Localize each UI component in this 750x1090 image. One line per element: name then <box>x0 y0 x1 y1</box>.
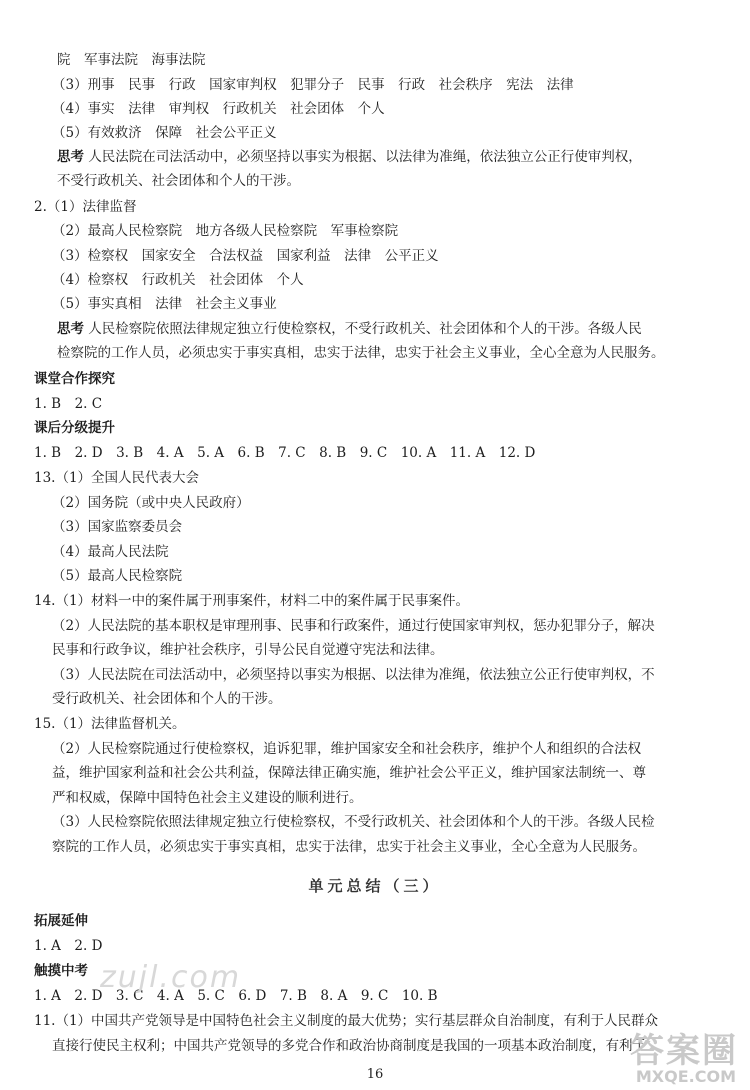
think-label: 思考 <box>57 149 84 165</box>
answer-line: 1. B 2. D 3. B 4. A 5. A 6. B 7. C 8. B 9. C 10. A 11. A 12. D <box>34 445 536 461</box>
answer-line: 直接行使民主权利；中国共产党领导的多党合作和政治协商制度是我国的一项基本政治制度，有利于 <box>52 1038 646 1054</box>
answer-line: 察院的工作人员，必须忠实于事实真相，忠实于法律，忠实于社会主义事业，全心全意为人民服务。 <box>52 839 646 855</box>
answer-line: 不受行政机关、社会团体和个人的干涉。 <box>57 173 300 189</box>
answer-line: （4）检察权 行政机关 社会团体 个人 <box>52 272 304 288</box>
answer-line: （4）事实 法律 审判权 行政机关 社会团体 个人 <box>52 101 385 117</box>
question-line: 2.（1）法律监督 <box>34 199 137 215</box>
answer-line: （2）国务院（或中央人民政府） <box>52 495 250 511</box>
answer-line: （3）刑事 民事 行政 国家审判权 犯罪分子 民事 行政 社会秩序 宪法 法律 <box>52 77 574 93</box>
think-text: 人民检察院依照法律规定独立行使检察权，不受行政机关、社会团体和个人的干涉。各级人民 <box>88 321 642 337</box>
answer-line: 益，维护国家利益和社会公共利益，保障法律正确实施，维护社会公平正义，维护国家法制统一、尊 <box>52 765 646 781</box>
section-heading: 触摸中考 <box>34 963 88 979</box>
section-heading: 课堂合作探究 <box>34 371 115 387</box>
answer-line: 1. A 2. D 3. C 4. A 5. C 6. D 7. B 8. A 9. C 10. B <box>34 988 438 1004</box>
question-line: 14.（1）材料一中的案件属于刑事案件，材料二中的案件属于民事案件。 <box>34 593 470 609</box>
answer-line: 受行政机关、社会团体和个人的干涉。 <box>52 691 282 707</box>
watermark-text: zujl.com <box>100 960 242 995</box>
answer-line: （2）人民检察院通过行使检察权，追诉犯罪，维护国家安全和社会秩序，维护个人和组织的合法权 <box>52 741 642 757</box>
answer-line: （3）人民法院在司法活动中，必须坚持以事实为根据、以法律为准绳，依法独立公正行使审判权，不 <box>52 667 655 683</box>
answer-line: （3）人民检察院依照法律规定独立行使检察权，不受行政机关、社会团体和个人的干涉。各级人民检 <box>52 814 655 830</box>
answer-line: 严和权威，保障中国特色社会主义建设的顺利进行。 <box>52 790 363 806</box>
think-paragraph <box>57 320 642 338</box>
answer-line: （3）检察权 国家安全 合法权益 国家利益 法律 公平正义 <box>52 248 439 264</box>
answer-line: （4）最高人民法院 <box>52 544 169 560</box>
question-line: 15.（1）法律监督机关。 <box>34 716 186 732</box>
answer-line: （5）事实真相 法律 社会主义事业 <box>52 296 277 312</box>
section-heading: 拓展延伸 <box>34 913 88 929</box>
answer-line: 1. A 2. D <box>34 938 103 954</box>
page-number: 16 <box>366 1067 384 1082</box>
question-line: 11.（1）中国共产党领导是中国特色社会主义制度的最大优势；实行基层群众自治制度，有利于人民群众 <box>34 1013 659 1029</box>
think-text: 人民法院在司法活动中，必须坚持以事实为根据、以法律为准绳，依法独立公正行使审判权， <box>88 149 642 165</box>
answer-line: 院 军事法院 海事法院 <box>57 52 206 68</box>
think-label: 思考 <box>57 321 84 337</box>
answer-line: 民事和行政争议，维护社会秩序，引导公民自觉遵守宪法和法律。 <box>52 642 444 658</box>
answer-line: （2）最高人民检察院 地方各级人民检察院 军事检察院 <box>52 223 399 239</box>
answer-line: 检察院的工作人员，必须忠实于事实真相，忠实于法律，忠实于社会主义事业，全心全意为人民服务。 <box>57 345 665 361</box>
question-line: 13.（1）全国人民代表大会 <box>34 470 200 486</box>
answer-line: （5）有效救济 保障 社会公平正义 <box>52 125 277 141</box>
think-paragraph <box>57 148 642 166</box>
section-heading: 课后分级提升 <box>34 420 115 436</box>
answer-line: （5）最高人民检察院 <box>52 568 183 584</box>
answer-line: （3）国家监察委员会 <box>52 519 183 535</box>
watermark-logo-sub: MXQE.COM <box>635 1067 736 1086</box>
answer-line: 1. B 2. C <box>34 396 103 412</box>
unit-title: 单元总结（三） <box>308 877 442 895</box>
watermark-logo: 答案圈 <box>630 1031 738 1071</box>
answer-line: （2）人民法院的基本职权是审理刑事、民事和行政案件，通过行使国家审判权，惩办犯罪分子，解决 <box>52 618 655 634</box>
